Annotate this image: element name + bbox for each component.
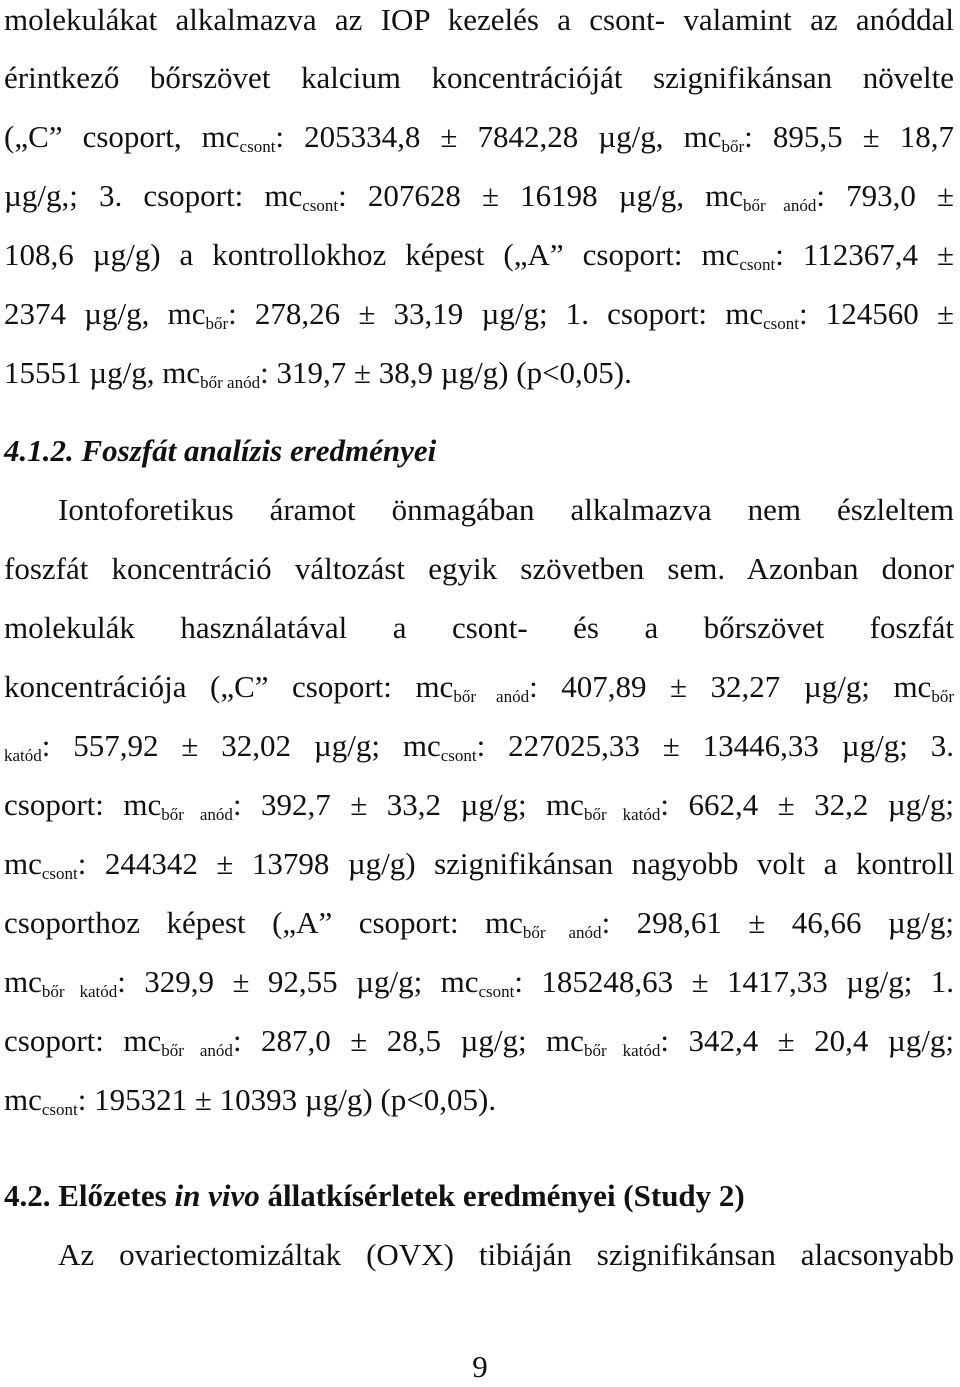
- paragraph-2-line-2: foszfát koncentráció változást egyik szövetben sem. Azonban donor: [4, 551, 954, 586]
- paragraph-2-line-10: csoport: $mc_{bőr anód}$: 287,0 ± 28,5 µg/g; $mc_{bőr katód}$: 342,4 ± 20,4 µg/g;: [4, 1023, 954, 1060]
- paragraph-2-line-1: Iontoforetikus áramot önmagában alkalmazva nem észleltem: [58, 492, 954, 527]
- paragraph-2-line-8: csoporthoz képest („A” csoport: $mc_{bőr anód}$: 298,61 ± 46,66 µg/g;: [4, 905, 954, 942]
- paragraph-1-line-1: molekulákat alkalmazva az IOP kezelés a csont- valamint az anóddal: [4, 2, 954, 37]
- paragraph-1-line-7: 15551 µg/g, $mc_{bőr anód}$: 319,7 ± 38,9 µg/g) (p<0,05).: [4, 355, 632, 392]
- paragraph-2-line-7: $mc_{csont}$: 244342 ± 13798 µg/g) szignifikánsan nagyobb volt a kontroll: [4, 846, 954, 883]
- paragraph-2-line-9: $mc_{bőr katód}$: 329,9 ± 92,55 µg/g; $mc_{csont}$: 185248,63 ± 1417,33 µg/g; 1.: [4, 964, 955, 1001]
- paragraph-2-line-4: koncentrációja („C” csoport: $mc_{bőr anód}$: 407,89 ± 32,27 µg/g; $mc_{bőr}$: [4, 669, 954, 706]
- paragraph-1-line-3: („C” csoport, $mc_{csont}$: 205334,8 ± 7842,28 µg/g, $mc_{bőr}$: 895,5 ± 18,7: [4, 119, 954, 156]
- section-heading: 4.2. Előzetes in vivo állatkísérletek eredményei (Study 2): [4, 1178, 745, 1213]
- paragraph-2-line-11: $mc_{csont}$: 195321 ± 10393 µg/g) (p<0,05).: [4, 1082, 497, 1119]
- paragraph-1-line-2: érintkező bőrszövet kalcium koncentrációját szignifikánsan növelte: [4, 60, 954, 95]
- paragraph-2-line-5: $_{katód}$: 557,92 ± 32,02 µg/g; $mc_{csont}$: 227025,33 ± 13446,33 µg/g; 3.: [4, 728, 954, 765]
- paragraph-2-line-3: molekulák használatával a csont- és a bőrszövet foszfát: [4, 610, 954, 645]
- subsection-heading: 4.1.2. Foszfát analízis eredményei: [4, 433, 437, 468]
- paragraph-1-line-6: 2374 µg/g, $mc_{bőr}$: 278,26 ± 33,19 µg/g; 1. csoport: $mc_{csont}$: 124560 ±: [4, 296, 954, 333]
- page-number: 9: [472, 1349, 488, 1384]
- paragraph-1-line-5: 108,6 µg/g) a kontrollokhoz képest („A” csoport: $mc_{csont}$: 112367,4 ±: [4, 237, 954, 274]
- paragraph-2-line-6: csoport: $mc_{bőr anód}$: 392,7 ± 33,2 µg/g; $mc_{bőr katód}$: 662,4 ± 32,2 µg/g;: [4, 787, 954, 824]
- paragraph-3-line-1: Az ovariectomizáltak (OVX) tibiáján szignifikánsan alacsonyabb: [58, 1237, 954, 1272]
- paragraph-1-line-4: µg/g,; 3. csoport: $mc_{csont}$: 207628 ± 16198 µg/g, $mc_{bőr anód}$: 793,0 ±: [4, 178, 954, 215]
